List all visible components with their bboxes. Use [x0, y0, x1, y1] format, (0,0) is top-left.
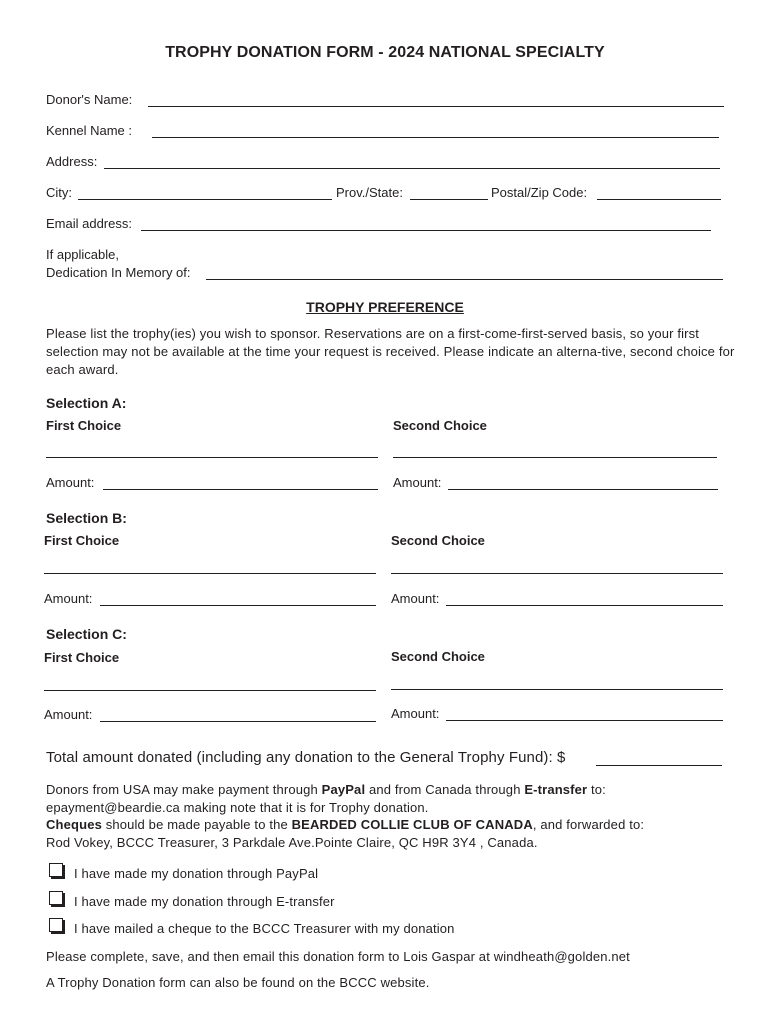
kennel-name-label: Kennel Name :	[46, 123, 132, 138]
selection-c-second-field[interactable]	[391, 689, 723, 690]
payment-text: and from Canada through	[365, 782, 525, 797]
selection-c-first-amount-label: Amount:	[44, 707, 93, 722]
selection-c-first-label: First Choice	[44, 650, 120, 665]
website-note: A Trophy Donation form can also be found on the BCCC website.	[46, 975, 430, 990]
selection-b-first-field[interactable]	[44, 573, 376, 574]
selection-c-heading: Selection C:	[46, 626, 127, 642]
donor-name-field[interactable]	[148, 106, 724, 107]
selection-a-first-amount-label: Amount:	[46, 475, 95, 490]
selection-b-second-amount-field[interactable]	[446, 605, 723, 606]
trophy-preference-intro: Please list the trophy(ies) you wish to sponsor. Reservations are on a first-come-first-served basis, so your first selection may not be available at the time your request is received. Please indicate an alterna-tive, second choice for each award.	[46, 326, 735, 377]
total-donated-field[interactable]	[596, 765, 722, 766]
trophy-preference-heading: TROPHY PREFERENCE	[306, 299, 464, 315]
cheque-checkbox-label: I have mailed a cheque to the BCCC Treasurer with my donation	[74, 921, 455, 936]
paypal-checkbox[interactable]	[49, 863, 63, 877]
postal-zip-label: Postal/Zip Code:	[491, 185, 588, 200]
cheque-checkbox[interactable]	[49, 918, 63, 932]
selection-a-second-label: Second Choice	[393, 418, 487, 433]
etransfer-emphasis: E-transfer	[524, 782, 588, 797]
selection-b-second-amount-label: Amount:	[391, 591, 440, 606]
email-instructions: Please complete, save, and then email this donation form to Lois Gaspar at windheath@golden.net	[46, 949, 630, 964]
selection-c-second-label: Second Choice	[391, 649, 485, 664]
selection-a-second-amount-field[interactable]	[448, 489, 718, 490]
selection-a-heading: Selection A:	[46, 395, 127, 411]
payment-line-1	[46, 781, 736, 799]
prov-state-field[interactable]	[410, 199, 488, 200]
payment-text: to:	[587, 782, 606, 797]
email-field[interactable]	[141, 230, 711, 231]
email-label: Email address:	[46, 216, 132, 231]
dedication-label: Dedication In Memory of:	[46, 265, 191, 280]
selection-a-second-field[interactable]	[393, 457, 717, 458]
payment-line-3	[46, 816, 736, 834]
paypal-checkbox-label: I have made my donation through PayPal	[74, 866, 319, 881]
etransfer-checkbox-label: I have made my donation through E-transfer	[74, 894, 335, 909]
selection-b-second-label: Second Choice	[391, 533, 485, 548]
selection-b-first-label: First Choice	[44, 533, 120, 548]
prov-state-label: Prov./State:	[336, 185, 403, 200]
payment-line-4: Rod Vokey, BCCC Treasurer, 3 Parkdale Ave.Pointe Claire, QC H9R 3Y4 , Canada.	[46, 834, 538, 850]
selection-a-second-amount-label: Amount:	[393, 475, 442, 490]
etransfer-checkbox[interactable]	[49, 891, 63, 905]
selection-a-first-amount-field[interactable]	[103, 489, 378, 490]
donor-name-label: Donor's Name:	[46, 92, 133, 107]
selection-c-first-amount-field[interactable]	[100, 721, 376, 722]
cheques-emphasis: Cheques	[46, 817, 102, 832]
selection-a-first-field[interactable]	[46, 457, 378, 458]
selection-c-first-field[interactable]	[44, 690, 376, 691]
address-field[interactable]	[104, 168, 720, 169]
payment-text: should be made payable to the	[101, 817, 292, 832]
selection-c-second-amount-label: Amount:	[391, 706, 440, 721]
payment-text: Donors from USA may make payment through	[46, 782, 322, 797]
kennel-name-field[interactable]	[152, 137, 719, 138]
club-name: BEARDED COLLIE CLUB OF CANADA	[291, 817, 533, 832]
dedication-field[interactable]	[206, 279, 723, 280]
payment-line-2: epayment@beardie.ca making note that it is for Trophy donation.	[46, 799, 429, 815]
city-label: City:	[46, 185, 72, 200]
postal-zip-field[interactable]	[597, 199, 721, 200]
payment-text: , and forwarded to:	[532, 817, 645, 832]
city-field[interactable]	[78, 199, 332, 200]
selection-c-second-amount-field[interactable]	[446, 720, 723, 721]
selection-b-second-field[interactable]	[391, 573, 723, 574]
total-donated-label: Total amount donated (including any donation to the General Trophy Fund): $	[46, 749, 566, 766]
form-title: TROPHY DONATION FORM - 2024 NATIONAL SPECIALTY	[165, 44, 605, 61]
paypal-emphasis: PayPal	[321, 782, 366, 797]
payment-instructions	[46, 781, 736, 851]
selection-b-heading: Selection B:	[46, 510, 127, 526]
selection-b-first-amount-label: Amount:	[44, 591, 93, 606]
if-applicable-label: If applicable,	[46, 247, 119, 262]
address-label: Address:	[46, 154, 98, 169]
selection-b-first-amount-field[interactable]	[100, 605, 376, 606]
selection-a-first-label: First Choice	[46, 418, 122, 433]
